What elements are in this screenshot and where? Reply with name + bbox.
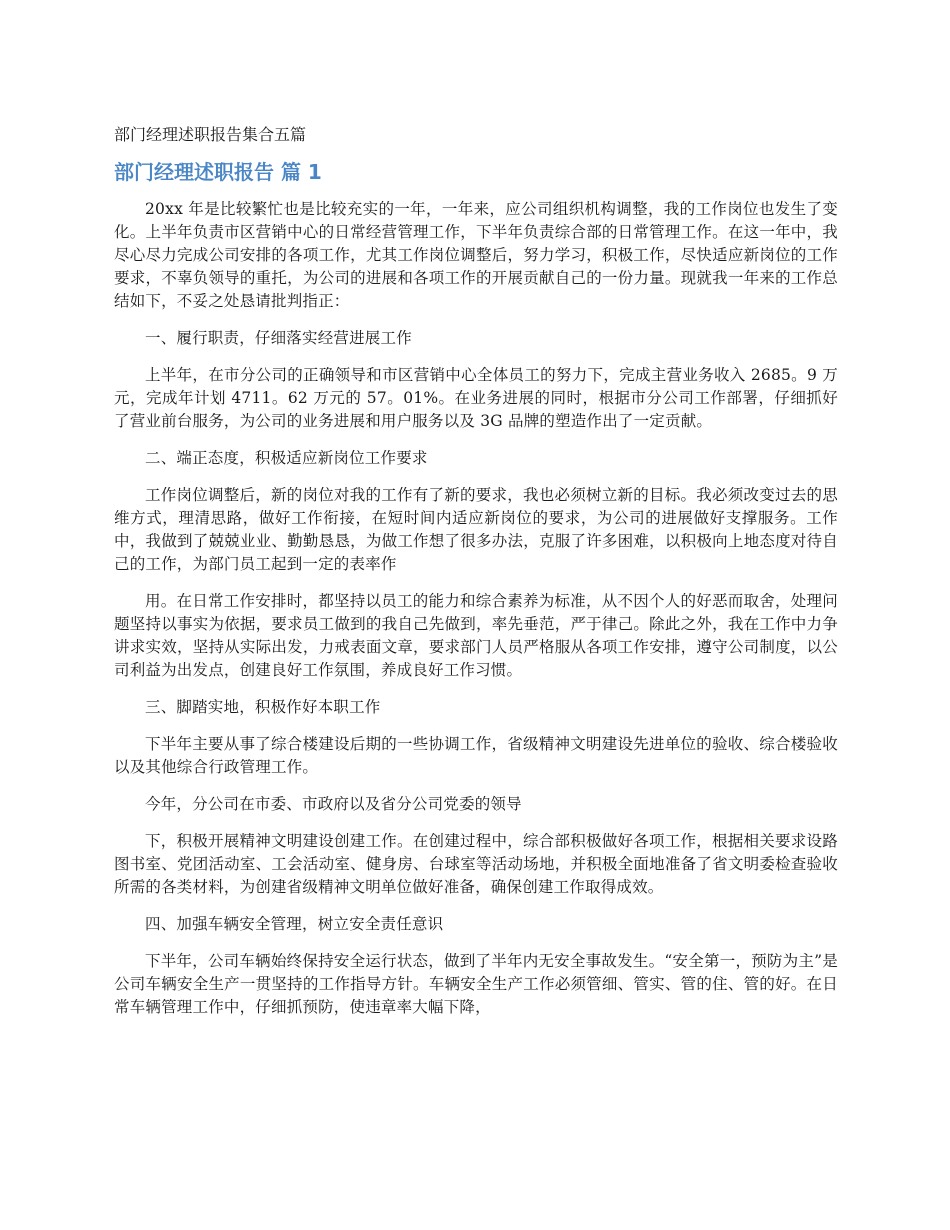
paragraph-1: 上半年，在市分公司的正确领导和市区营销中心全体员工的努力下，完成主营业务收入 2685。9 万元，完成年计划 4711。62 万元的 57。01%。在业务进展的同时，根据市分公司工作部署，仔细抓好了营业前台服务，为公司的业务进展和用户服务以及 3G 品牌的塑造作出了一定贡献。 (114, 366, 838, 430)
paragraph-intro: 20xx 年是比较繁忙也是比较充实的一年，一年来，应公司组织机构调整，我的工作岗位也发生了变化。上半年负责市区营销中心的日常经营管理工作，下半年负责综合部的日常管理工作。在这一年中，我尽心尽力完成公司安排的各项工作，尤其工作岗位调整后，努力学习，积极工作，尽快适应新岗位的工作要求，不辜负领导的重托，为公司的进展和各项工作的开展贡献自己的一份力量。现就我一年来的工作总结如下，不妥之处恳请批判指正： (114, 200, 838, 310)
subheading-4: 四、加强车辆安全管理，树立安全责任意识 (145, 915, 444, 933)
paragraph-3a: 下半年主要从事了综合楼建设后期的一些协调工作，省级精神文明建设先进单位的验收、综合楼验收以及其他综合行政管理工作。 (114, 735, 838, 776)
document-title: 部门经理述职报告集合五篇 (114, 125, 307, 144)
paragraph-2a: 工作岗位调整后，新的岗位对我的工作有了新的要求，我也必须树立新的目标。我必须改变过去的思维方式，理清思路，做好工作衔接，在短时间内适应新岗位的要求，为公司的进展做好支撑服务。工作中，我做到了兢兢业业、勤勤恳恳，为做工作想了很多办法，克服了许多困难，以积极向上地态度对待自己的工作，为部门员工起到一定的表率作 (114, 486, 838, 573)
subheading-2: 二、端正态度，积极适应新岗位工作要求 (145, 449, 428, 467)
section-heading: 部门经理述职报告 篇 1 (114, 160, 322, 184)
paragraph-2b: 用。在日常工作安排时，都坚持以员工的能力和综合素养为标准，从不因个人的好恶而取舍，处理问题坚持以事实为依据，要求员工做到的我自己先做到，率先垂范，严于律己。除此之外，我在工作中力争讲求实效，坚持从实际出发，力戒表面文章，要求部门人员严格服从各项工作安排，遵守公司制度，以公司利益为出发点，创建良好工作氛围，养成良好工作习惯。 (114, 592, 838, 679)
paragraph-3b: 今年，分公司在市委、市政府以及省分公司党委的领导 (145, 795, 522, 813)
subheading-3: 三、脚踏实地，积极作好本职工作 (145, 698, 381, 716)
paragraph-3c: 下，积极开展精神文明建设创建工作。在创建过程中，综合部积极做好各项工作，根据相关要求设路图书室、党团活动室、工会活动室、健身房、台球室等活动场地，并积极全面地准备了省文明委检查验收所需的各类材料，为创建省级精神文明单位做好准备，确保创建工作取得成效。 (114, 832, 838, 896)
paragraph-4: 下半年，公司车辆始终保持安全运行状态，做到了半年内无安全事故发生。“安全第一，预防为主”是公司车辆安全生产一贯坚持的工作指导方针。车辆安全生产工作必须管细、管实、管的住、管的好。在日常车辆管理工作中，仔细抓预防，使违章率大幅下降， (114, 952, 838, 1016)
subheading-1: 一、履行职责，仔细落实经营进展工作 (145, 329, 412, 347)
